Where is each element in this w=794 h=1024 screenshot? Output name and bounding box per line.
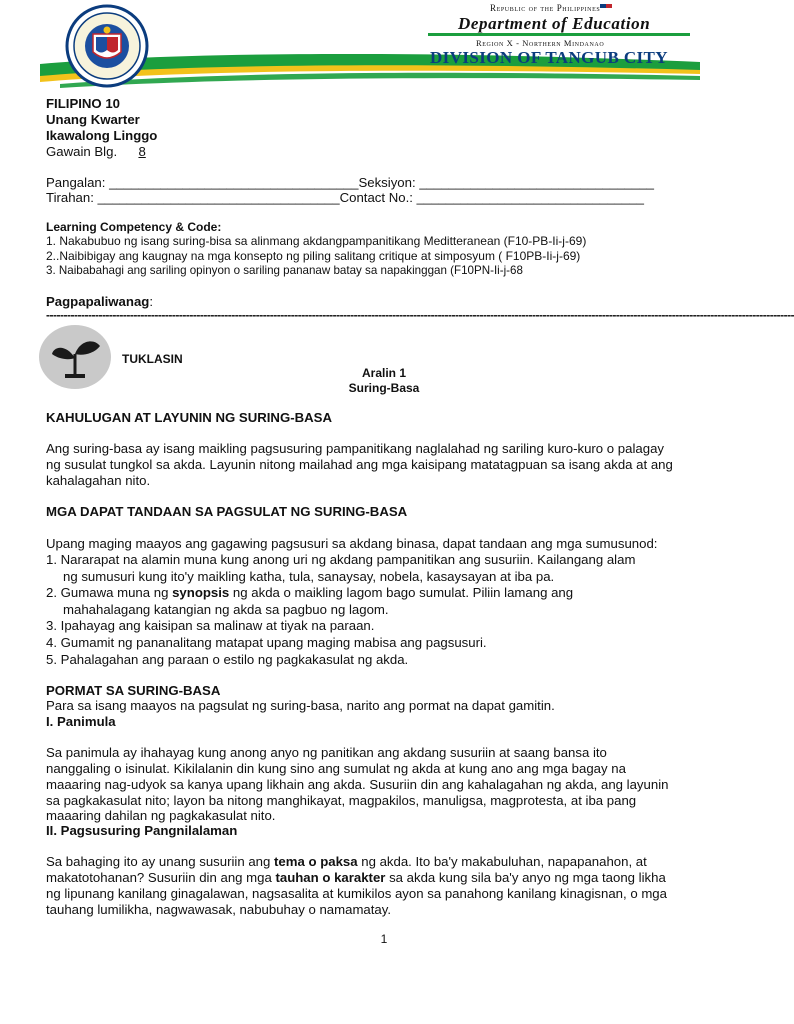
section1-line: kahalagahan nito.: [46, 473, 151, 488]
section3-sub2: II. Pagsusuring Pangnilalaman: [46, 823, 238, 838]
p2-l1-bold: tema o paksa: [274, 854, 358, 869]
section2-item: 3. Ipahayag ang kaisipan sa malinaw at tiyak na paraan.: [46, 618, 375, 633]
section3-sub1: I. Panimula: [46, 714, 116, 729]
section2-item: 1. Nararapat na alamin muna kung anong uri ng akdang pampanitikan ang susuriin. Kailangang alam: [46, 552, 636, 567]
p2-l1-pre: Sa bahaging ito ay unang susuriin ang: [46, 854, 275, 869]
section2-item: 4. Gumamit ng pananalitang matapat upang maging mabisa ang pagsusuri.: [46, 635, 487, 650]
section2-item: [46, 585, 573, 602]
contact-label: Contact No.:: [339, 190, 413, 205]
p2-l2-bold: tauhan o karakter: [275, 870, 386, 885]
page-number: 1: [380, 932, 388, 946]
section2-item-cont: mahahalagang katangian ng akda sa pagbuo ng lagom.: [63, 602, 389, 617]
section2-item-cont: ng sumusuri kung ito'y maikling katha, tula, sanaysay, nobela, kasaysayan at iba pa.: [63, 569, 555, 584]
section3-intro: Para sa isang maayos na pagsulat ng suring-basa, narito ang pormat na dapat gamitin.: [46, 698, 555, 713]
p2-l2-pre: makatotohanan? Susuriin din ang mga: [46, 870, 276, 885]
header-region: Region X - Northern Mindanao: [476, 38, 605, 48]
section3-sub1-line: maaaring dahilan ng pagkakasulat nito.: [46, 808, 276, 823]
section3-sub1-line: Sa panimula ay ihahayag kung anong anyo ng panitikan ang akdang susuriin at saang bansa ito: [46, 745, 607, 760]
name-label: Pangalan:: [46, 175, 106, 190]
section1-line: ng susulat tungkol sa akda. Layunin nitong mailahad ang mga kaisipang matatagpuan sa isang akda at ang: [46, 457, 673, 472]
activity-no: 8: [138, 144, 146, 159]
subject: FILIPINO 10: [46, 96, 121, 111]
header-republic: Republic of the Philippines: [490, 3, 601, 13]
section3-sub2-line: ng lipunang kanilang ginagalawan, nagsasalita at kumikilos ayon sa panahong kanilang kinagisnan, o mga: [46, 886, 667, 901]
section3-sub1-line: maaaring nag-udyok sa kanya upang likhain ang akda. Susuriin din ang kahalagahan ng akda, ang layunin: [46, 777, 669, 792]
competency-item: 1. Nakabubuo ng isang suring-bisa sa alinmang akdangpampanitikang Meditteranean (F10-PB-Ii-j-69): [46, 234, 587, 248]
p2-l2-post: sa akda kung sila ba'y anyo ng mga taong likha: [385, 870, 666, 885]
activity-label: Gawain Blg.: [46, 144, 118, 159]
tuklasin-label: TUKLASIN: [122, 352, 183, 366]
header-department: Department of Education: [458, 14, 651, 33]
header-banner: [0, 0, 768, 92]
address-field-row: [46, 190, 644, 207]
week: Ikawalong Linggo: [46, 128, 158, 143]
section2-item: 5. Pahalagahan ang paraan o estilo ng pagkakasulat ng akda.: [46, 652, 409, 667]
section2-heading: MGA DAPAT TANDAAN SA PAGSULAT NG SURING-BASA: [46, 504, 408, 519]
explanation-colon: :: [149, 294, 154, 309]
section3-sub2-line: [46, 870, 666, 887]
section3-sub1-line: sa pagkakasulat nito; layon ba nitong manghikayat, magpakilos, manuligsa, magprotesta, at iba pang: [46, 793, 637, 808]
header-division: DIVISION OF TANGUB CITY: [430, 48, 668, 67]
p2-l1-post: ng akda. Ito ba'y makabuluhan, napapanahon, at: [357, 854, 647, 869]
deped-seal-icon: [67, 6, 147, 86]
section3-sub1-line: nanggaling o isinulat. Kikilalanin din kung sino ang sumulat ng akda at kung ano ang mga bagay na: [46, 761, 626, 776]
flag-accent-icon: [600, 4, 612, 8]
section3-sub2-line: tauhang lumilikha, nagwawasak, nabubuhay o namamatay.: [46, 902, 392, 917]
name-field[interactable]: __________________________________: [109, 175, 359, 190]
section1-line: Ang suring-basa ay isang maikling pagsusuring pampanitikang naglalahad ng sariling kuro-kuro o palagay: [46, 441, 664, 456]
item2-pre: 2. Gumawa muna ng: [46, 585, 173, 600]
quarter: Unang Kwarter: [46, 112, 140, 127]
separator-line: ----------------------------------------------------------------------------------------------------------------------------------------------------------------------------------------------------------------------: [46, 308, 794, 322]
item2-post: ng akda o maikling lagom bago sumulat. Piliin lamang ang: [229, 585, 574, 600]
activity-number: [46, 144, 146, 161]
lesson-topic: Suring-Basa: [348, 381, 420, 395]
competency-heading: Learning Competency & Code:: [46, 220, 222, 234]
section-label: Seksiyon:: [358, 175, 416, 190]
address-label: Tirahan:: [46, 190, 94, 205]
section1-heading: KAHULUGAN AT LAYUNIN NG SURING-BASA: [46, 410, 332, 425]
section3-heading: PORMAT SA SURING-BASA: [46, 683, 221, 698]
explanation-label: Pagpapaliwanag: [46, 294, 150, 309]
lesson-number: Aralin 1: [361, 366, 406, 380]
contact-field[interactable]: _______________________________: [416, 190, 644, 205]
address-field[interactable]: _________________________________: [97, 190, 340, 205]
competency-item: 3. Naibabahagi ang sariling opinyon o sariling pananaw batay sa napakinggan (F10PN-Ii-j-68: [46, 264, 523, 277]
competency-item: 2..Naibibigay ang kaugnay na mga konsepto ng piling salitang critique at simposyum ( F10PB-Ii-j-69): [46, 249, 581, 263]
section-field[interactable]: ________________________________: [419, 175, 655, 190]
section3-sub2-line: [46, 854, 647, 871]
item2-bold: synopsis: [172, 585, 230, 600]
section2-intro: Upang maging maayos ang gagawing pagsusuri sa akdang binasa, dapat tandaan ang mga sumusunod:: [46, 536, 658, 551]
